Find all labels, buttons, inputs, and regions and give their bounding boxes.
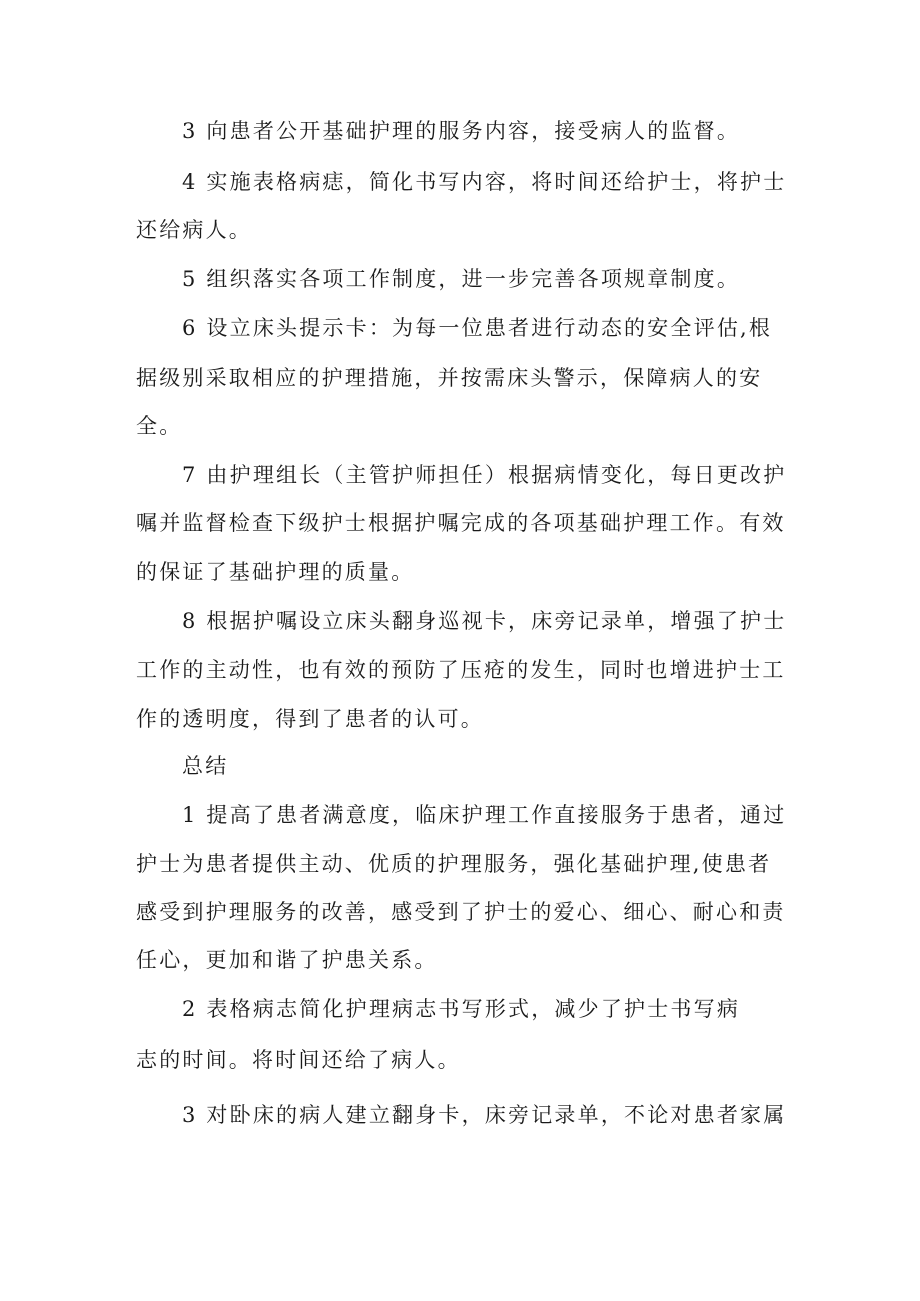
paragraph-line: 工作的主动性，也有效的预防了压疮的发生，同时也增进护士工 [136,658,786,682]
paragraph-line: 还给病人。 [136,218,252,242]
section-heading: 总结 [182,754,229,778]
paragraph-line: 全。 [136,414,183,438]
paragraph-line: 6 设立床头提示卡：为每一位患者进行动态的安全评估,根 [182,316,773,340]
paragraph-line: 4 实施表格病痣，简化书写内容，将时间还给护士，将护士 [182,170,787,194]
paragraph-line: 感受到护理服务的改善，感受到了护士的爱心、细心、耐心和责 [136,900,786,924]
paragraph-line: 3 对卧床的病人建立翻身卡，床旁记录单，不论对患者家属 [182,1103,787,1127]
paragraph-line: 7 由护理组长（主管护师担任）根据病情变化，每日更改护 [182,463,787,487]
paragraph-line: 嘱并监督检查下级护士根据护嘱完成的各项基础护理工作。有效 [136,511,786,535]
paragraph-line: 作的透明度，得到了患者的认可。 [136,707,484,731]
paragraph-line: 1 提高了患者满意度，临床护理工作直接服务于患者，通过 [182,803,787,827]
paragraph-line: 护士为患者提供主动、优质的护理服务，强化基础护理,使患者 [136,852,772,876]
paragraph-line: 2 表格病志简化护理病志书写形式，减少了护士书写病 [182,997,741,1021]
paragraph-line: 志的时间。将时间还给了病人。 [136,1048,461,1072]
paragraph-line: 3 向患者公开基础护理的服务内容，接受病人的监督。 [182,119,741,143]
paragraph-line: 的保证了基础护理的质量。 [136,560,415,584]
paragraph-line: 5 组织落实各项工作制度，进一步完善各项规章制度。 [182,267,741,291]
paragraph-line: 据级别采取相应的护理措施，并按需床头警示，保障病人的安 [136,366,763,390]
paragraph-line: 任心，更加和谐了护患关系。 [136,948,438,972]
paragraph-line: 8 根据护嘱设立床头翻身巡视卡，床旁记录单，增强了护士 [182,609,787,633]
